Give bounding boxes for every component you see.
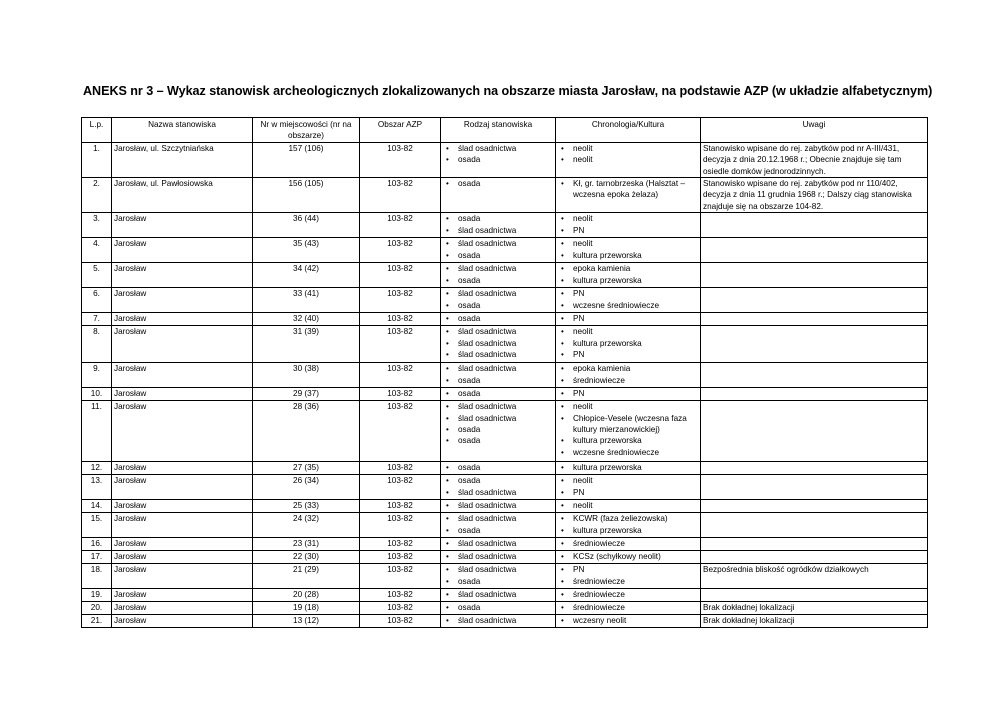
cell-rodzaj xyxy=(441,363,556,388)
rodzaj-list xyxy=(443,589,553,600)
chrono-list xyxy=(558,564,698,587)
cell-nazwa: Jarosław xyxy=(112,213,253,238)
rodzaj-list xyxy=(443,500,553,511)
chrono-list-item: • KCWR (faza żeliezowska) xyxy=(558,513,698,524)
cell-nazwa: Jarosław xyxy=(112,388,253,401)
table-row xyxy=(82,388,928,401)
cell-chrono xyxy=(556,178,701,213)
chrono-list-item: • średniowiecze xyxy=(558,576,698,587)
rodzaj-list-item: • ślad osadnictwa xyxy=(443,538,553,549)
table-row xyxy=(82,551,928,564)
cell-rodzaj xyxy=(441,615,556,628)
cell-obszar: 103-82 xyxy=(360,513,441,538)
rodzaj-list xyxy=(443,238,553,261)
rodzaj-list-item: • osada xyxy=(443,424,553,435)
rodzaj-list-item: • osada xyxy=(443,275,553,286)
table-row xyxy=(82,213,928,238)
chrono-list xyxy=(558,475,698,498)
rodzaj-list-item: • osada xyxy=(443,250,553,261)
cell-lp: 13. xyxy=(82,475,112,500)
cell-rodzaj xyxy=(441,462,556,475)
chrono-list-item: • neolit xyxy=(558,401,698,412)
table-row xyxy=(82,462,928,475)
table-row xyxy=(82,142,928,177)
cell-nazwa: Jarosław xyxy=(112,615,253,628)
rodzaj-list-item: • osada xyxy=(443,602,553,613)
rodzaj-list xyxy=(443,178,553,189)
rodzaj-list-item: • ślad osadnictwa xyxy=(443,564,553,575)
cell-uwagi: Stanowisko wpisane do rej. zabytków pod nr 110/402, decyzja z dnia 11 grudnia 1968 r.; Dalszy ciąg stanowiska znajduje się na obszarze 104-82. xyxy=(701,178,928,213)
rodzaj-list-item: • osada xyxy=(443,313,553,324)
rodzaj-list-item: • ślad osadnictwa xyxy=(443,263,553,274)
rodzaj-list xyxy=(443,326,553,360)
cell-rodzaj xyxy=(441,263,556,288)
cell-uwagi xyxy=(701,513,928,538)
cell-lp: 5. xyxy=(82,263,112,288)
rodzaj-list-item: • ślad osadnictwa xyxy=(443,338,553,349)
table-row xyxy=(82,589,928,602)
cell-obszar: 103-82 xyxy=(360,326,441,363)
cell-nr: 27 (35) xyxy=(253,462,360,475)
rodzaj-list xyxy=(443,401,553,447)
cell-nazwa: Jarosław xyxy=(112,238,253,263)
rodzaj-list xyxy=(443,263,553,286)
cell-chrono xyxy=(556,564,701,589)
chrono-list-item: • kultura przeworska xyxy=(558,525,698,536)
cell-obszar: 103-82 xyxy=(360,589,441,602)
cell-lp: 12. xyxy=(82,462,112,475)
cell-nr: 23 (31) xyxy=(253,538,360,551)
cell-chrono xyxy=(556,263,701,288)
cell-rodzaj xyxy=(441,238,556,263)
chrono-list-item: • Chłopice-Vesele (wczesna faza kultury mierzanowickiej) xyxy=(558,413,698,436)
document-title: ANEKS nr 3 – Wykaz stanowisk archeologicznych zlokalizowanych na obszarze miasta Jarosław, na podstawie AZP (w układzie alfabetycznym) xyxy=(83,84,933,98)
chrono-list-item: • kultura przeworska xyxy=(558,250,698,261)
rodzaj-list xyxy=(443,615,553,626)
cell-chrono xyxy=(556,142,701,177)
cell-chrono xyxy=(556,589,701,602)
cell-obszar: 103-82 xyxy=(360,213,441,238)
chrono-list-item: • PN xyxy=(558,288,698,299)
rodzaj-list xyxy=(443,313,553,324)
table-row xyxy=(82,564,928,589)
cell-nr: 35 (43) xyxy=(253,238,360,263)
rodzaj-list xyxy=(443,363,553,386)
cell-chrono xyxy=(556,551,701,564)
rodzaj-list xyxy=(443,538,553,549)
chrono-list-item: • PN xyxy=(558,349,698,360)
cell-uwagi xyxy=(701,238,928,263)
table-header-row xyxy=(82,118,928,143)
rodzaj-list-item: • ślad osadnictwa xyxy=(443,238,553,249)
rodzaj-list xyxy=(443,513,553,536)
chrono-list xyxy=(558,263,698,286)
rodzaj-list xyxy=(443,475,553,498)
chrono-list xyxy=(558,500,698,511)
cell-nazwa: Jarosław xyxy=(112,363,253,388)
rodzaj-list-item: • ślad osadnictwa xyxy=(443,143,553,154)
cell-obszar: 103-82 xyxy=(360,564,441,589)
cell-lp: 4. xyxy=(82,238,112,263)
cell-lp: 20. xyxy=(82,602,112,615)
cell-lp: 1. xyxy=(82,142,112,177)
table-row xyxy=(82,401,928,462)
table-row xyxy=(82,615,928,628)
rodzaj-list xyxy=(443,551,553,562)
rodzaj-list xyxy=(443,213,553,236)
rodzaj-list-item: • osada xyxy=(443,388,553,399)
cell-nazwa: Jarosław xyxy=(112,602,253,615)
cell-uwagi: Stanowisko wpisane do rej. zabytków pod nr A-III/431, decyzja z dnia 20.12.1968 r.; Obecnie znajduje się tam osiedle domków jednorodzinnych. xyxy=(701,142,928,177)
cell-lp: 6. xyxy=(82,288,112,313)
header-rodzaj: Rodzaj stanowiska xyxy=(441,118,556,143)
chrono-list xyxy=(558,551,698,562)
chrono-list xyxy=(558,615,698,626)
cell-nr: 13 (12) xyxy=(253,615,360,628)
chrono-list xyxy=(558,326,698,360)
cell-nr: 157 (106) xyxy=(253,142,360,177)
cell-lp: 3. xyxy=(82,213,112,238)
chrono-list-item: • epoka kamienia xyxy=(558,263,698,274)
header-nr: Nr w miejscowości (nr na obszarze) xyxy=(253,118,360,143)
cell-rodzaj xyxy=(441,401,556,462)
rodzaj-list xyxy=(443,564,553,587)
table-row xyxy=(82,238,928,263)
cell-rodzaj xyxy=(441,500,556,513)
cell-rodzaj xyxy=(441,589,556,602)
cell-uwagi: Bezpośrednia bliskość ogródków działkowych xyxy=(701,564,928,589)
cell-lp: 2. xyxy=(82,178,112,213)
cell-uwagi xyxy=(701,551,928,564)
rodzaj-list xyxy=(443,143,553,166)
cell-obszar: 103-82 xyxy=(360,462,441,475)
chrono-list-item: • epoka kamienia xyxy=(558,363,698,374)
chrono-list-item: • PN xyxy=(558,388,698,399)
rodzaj-list-item: • ślad osadnictwa xyxy=(443,401,553,412)
table-row xyxy=(82,538,928,551)
rodzaj-list-item: • ślad osadnictwa xyxy=(443,551,553,562)
table-row xyxy=(82,326,928,363)
cell-nazwa: Jarosław xyxy=(112,589,253,602)
cell-nr: 28 (36) xyxy=(253,401,360,462)
table-row xyxy=(82,475,928,500)
chrono-list-item: • neolit xyxy=(558,143,698,154)
cell-nr: 36 (44) xyxy=(253,213,360,238)
cell-rodzaj xyxy=(441,602,556,615)
rodzaj-list-item: • ślad osadnictwa xyxy=(443,349,553,360)
cell-chrono xyxy=(556,538,701,551)
table-row xyxy=(82,178,928,213)
chrono-list-item: • Kł, gr. tarnobrzeska (Halsztat – wczesna epoka żelaza) xyxy=(558,178,698,201)
chrono-list xyxy=(558,213,698,236)
cell-uwagi xyxy=(701,313,928,326)
cell-rodzaj xyxy=(441,178,556,213)
rodzaj-list-item: • osada xyxy=(443,375,553,386)
cell-uwagi xyxy=(701,326,928,363)
chrono-list xyxy=(558,313,698,324)
cell-nr: 25 (33) xyxy=(253,500,360,513)
chrono-list xyxy=(558,288,698,311)
cell-lp: 8. xyxy=(82,326,112,363)
cell-obszar: 103-82 xyxy=(360,401,441,462)
cell-obszar: 103-82 xyxy=(360,238,441,263)
chrono-list-item: • kultura przeworska xyxy=(558,462,698,473)
rodzaj-list-item: • osada xyxy=(443,154,553,165)
cell-chrono xyxy=(556,500,701,513)
chrono-list-item: • średniowiecze xyxy=(558,602,698,613)
table-row xyxy=(82,513,928,538)
cell-obszar: 103-82 xyxy=(360,475,441,500)
cell-lp: 11. xyxy=(82,401,112,462)
chrono-list-item: • neolit xyxy=(558,326,698,337)
header-uwagi: Uwagi xyxy=(701,118,928,143)
cell-rodzaj xyxy=(441,326,556,363)
cell-nazwa: Jarosław xyxy=(112,462,253,475)
chrono-list xyxy=(558,178,698,201)
cell-nazwa: Jarosław xyxy=(112,538,253,551)
header-nazwa: Nazwa stanowiska xyxy=(112,118,253,143)
cell-lp: 9. xyxy=(82,363,112,388)
header-lp: L.p. xyxy=(82,118,112,143)
sites-table xyxy=(81,117,928,628)
cell-rodzaj xyxy=(441,313,556,326)
cell-obszar: 103-82 xyxy=(360,602,441,615)
header-chrono: Chronologia/Kultura xyxy=(556,118,701,143)
chrono-list-item: • neolit xyxy=(558,238,698,249)
cell-nr: 22 (30) xyxy=(253,551,360,564)
cell-rodzaj xyxy=(441,475,556,500)
cell-uwagi xyxy=(701,388,928,401)
rodzaj-list-item: • ślad osadnictwa xyxy=(443,589,553,600)
cell-chrono xyxy=(556,288,701,313)
cell-nazwa: Jarosław xyxy=(112,313,253,326)
chrono-list xyxy=(558,143,698,166)
cell-rodzaj xyxy=(441,388,556,401)
rodzaj-list-item: • osada xyxy=(443,300,553,311)
cell-nr: 34 (42) xyxy=(253,263,360,288)
chrono-list-item: • PN xyxy=(558,487,698,498)
cell-obszar: 103-82 xyxy=(360,615,441,628)
cell-chrono xyxy=(556,401,701,462)
rodzaj-list-item: • ślad osadnictwa xyxy=(443,363,553,374)
cell-chrono xyxy=(556,388,701,401)
chrono-list xyxy=(558,401,698,458)
cell-nr: 31 (39) xyxy=(253,326,360,363)
chrono-list-item: • wczesny neolit xyxy=(558,615,698,626)
rodzaj-list xyxy=(443,462,553,473)
chrono-list-item: • KCSz (schyłkowy neolit) xyxy=(558,551,698,562)
chrono-list xyxy=(558,462,698,473)
cell-nazwa: Jarosław xyxy=(112,326,253,363)
cell-nr: 21 (29) xyxy=(253,564,360,589)
cell-obszar: 103-82 xyxy=(360,500,441,513)
cell-nazwa: Jarosław xyxy=(112,513,253,538)
chrono-list xyxy=(558,363,698,386)
cell-rodzaj xyxy=(441,513,556,538)
rodzaj-list-item: • ślad osadnictwa xyxy=(443,326,553,337)
cell-lp: 10. xyxy=(82,388,112,401)
cell-nazwa: Jarosław xyxy=(112,263,253,288)
chrono-list xyxy=(558,513,698,536)
cell-nr: 33 (41) xyxy=(253,288,360,313)
cell-chrono xyxy=(556,326,701,363)
rodzaj-list-item: • osada xyxy=(443,462,553,473)
cell-chrono xyxy=(556,475,701,500)
cell-uwagi xyxy=(701,401,928,462)
cell-nr: 29 (37) xyxy=(253,388,360,401)
cell-lp: 18. xyxy=(82,564,112,589)
chrono-list-item: • neolit xyxy=(558,500,698,511)
cell-uwagi xyxy=(701,288,928,313)
cell-nr: 32 (40) xyxy=(253,313,360,326)
rodzaj-list-item: • ślad osadnictwa xyxy=(443,487,553,498)
cell-nazwa: Jarosław xyxy=(112,401,253,462)
cell-chrono xyxy=(556,462,701,475)
cell-chrono xyxy=(556,602,701,615)
cell-obszar: 103-82 xyxy=(360,551,441,564)
cell-nazwa: Jarosław xyxy=(112,564,253,589)
chrono-list-item: • kultura przeworska xyxy=(558,338,698,349)
cell-nr: 19 (18) xyxy=(253,602,360,615)
cell-obszar: 103-82 xyxy=(360,388,441,401)
cell-nazwa: Jarosław xyxy=(112,500,253,513)
rodzaj-list-item: • ślad osadnictwa xyxy=(443,500,553,511)
chrono-list xyxy=(558,538,698,549)
cell-nazwa: Jarosław xyxy=(112,288,253,313)
chrono-list-item: • PN xyxy=(558,564,698,575)
rodzaj-list-item: • ślad osadnictwa xyxy=(443,615,553,626)
rodzaj-list-item: • osada xyxy=(443,475,553,486)
table-row xyxy=(82,500,928,513)
rodzaj-list-item: • ślad osadnictwa xyxy=(443,288,553,299)
table-row xyxy=(82,313,928,326)
cell-uwagi: Brak dokładnej lokalizacji xyxy=(701,615,928,628)
cell-lp: 14. xyxy=(82,500,112,513)
table-row xyxy=(82,288,928,313)
cell-uwagi xyxy=(701,589,928,602)
table-body xyxy=(82,142,928,627)
cell-chrono xyxy=(556,363,701,388)
cell-chrono xyxy=(556,615,701,628)
cell-obszar: 103-82 xyxy=(360,263,441,288)
chrono-list xyxy=(558,388,698,399)
cell-chrono xyxy=(556,513,701,538)
table-row xyxy=(82,602,928,615)
cell-obszar: 103-82 xyxy=(360,178,441,213)
cell-obszar: 103-82 xyxy=(360,363,441,388)
cell-uwagi xyxy=(701,538,928,551)
cell-uwagi xyxy=(701,500,928,513)
chrono-list-item: • neolit xyxy=(558,213,698,224)
chrono-list-item: • średniowiecze xyxy=(558,375,698,386)
cell-obszar: 103-82 xyxy=(360,288,441,313)
chrono-list-item: • średniowiecze xyxy=(558,589,698,600)
chrono-list-item: • kultura przeworska xyxy=(558,275,698,286)
cell-rodzaj xyxy=(441,564,556,589)
cell-nazwa: Jarosław, ul. Szczytniańska xyxy=(112,142,253,177)
cell-lp: 21. xyxy=(82,615,112,628)
cell-obszar: 103-82 xyxy=(360,538,441,551)
rodzaj-list-item: • ślad osadnictwa xyxy=(443,413,553,424)
rodzaj-list xyxy=(443,602,553,613)
chrono-list xyxy=(558,602,698,613)
chrono-list xyxy=(558,589,698,600)
chrono-list-item: • wczesne średniowiecze xyxy=(558,447,698,458)
chrono-list-item: • średniowiecze xyxy=(558,538,698,549)
cell-nazwa: Jarosław, ul. Pawłosiowska xyxy=(112,178,253,213)
cell-uwagi xyxy=(701,263,928,288)
cell-uwagi xyxy=(701,363,928,388)
rodzaj-list-item: • osada xyxy=(443,435,553,446)
cell-nr: 156 (105) xyxy=(253,178,360,213)
cell-nazwa: Jarosław xyxy=(112,475,253,500)
chrono-list-item: • PN xyxy=(558,313,698,324)
rodzaj-list-item: • osada xyxy=(443,576,553,587)
rodzaj-list xyxy=(443,288,553,311)
cell-rodzaj xyxy=(441,288,556,313)
cell-nazwa: Jarosław xyxy=(112,551,253,564)
cell-rodzaj xyxy=(441,551,556,564)
cell-chrono xyxy=(556,313,701,326)
cell-lp: 16. xyxy=(82,538,112,551)
chrono-list-item: • neolit xyxy=(558,475,698,486)
cell-nr: 26 (34) xyxy=(253,475,360,500)
cell-chrono xyxy=(556,213,701,238)
cell-uwagi xyxy=(701,475,928,500)
chrono-list-item: • neolit xyxy=(558,154,698,165)
cell-uwagi: Brak dokładnej lokalizacji xyxy=(701,602,928,615)
cell-obszar: 103-82 xyxy=(360,142,441,177)
rodzaj-list-item: • osada xyxy=(443,525,553,536)
table-row xyxy=(82,363,928,388)
rodzaj-list-item: • osada xyxy=(443,178,553,189)
cell-lp: 7. xyxy=(82,313,112,326)
cell-chrono xyxy=(556,238,701,263)
rodzaj-list-item: • ślad osadnictwa xyxy=(443,513,553,524)
table-row xyxy=(82,263,928,288)
rodzaj-list-item: • osada xyxy=(443,213,553,224)
cell-rodzaj xyxy=(441,142,556,177)
cell-lp: 17. xyxy=(82,551,112,564)
cell-uwagi xyxy=(701,213,928,238)
chrono-list xyxy=(558,238,698,261)
rodzaj-list xyxy=(443,388,553,399)
cell-rodzaj xyxy=(441,538,556,551)
cell-nr: 20 (28) xyxy=(253,589,360,602)
cell-nr: 30 (38) xyxy=(253,363,360,388)
cell-obszar: 103-82 xyxy=(360,313,441,326)
cell-uwagi xyxy=(701,462,928,475)
header-obszar: Obszar AZP xyxy=(360,118,441,143)
cell-nr: 24 (32) xyxy=(253,513,360,538)
chrono-list-item: • wczesne średniowiecze xyxy=(558,300,698,311)
chrono-list-item: • PN xyxy=(558,225,698,236)
cell-rodzaj xyxy=(441,213,556,238)
chrono-list-item: • kultura przeworska xyxy=(558,435,698,446)
rodzaj-list-item: • ślad osadnictwa xyxy=(443,225,553,236)
cell-lp: 19. xyxy=(82,589,112,602)
cell-lp: 15. xyxy=(82,513,112,538)
